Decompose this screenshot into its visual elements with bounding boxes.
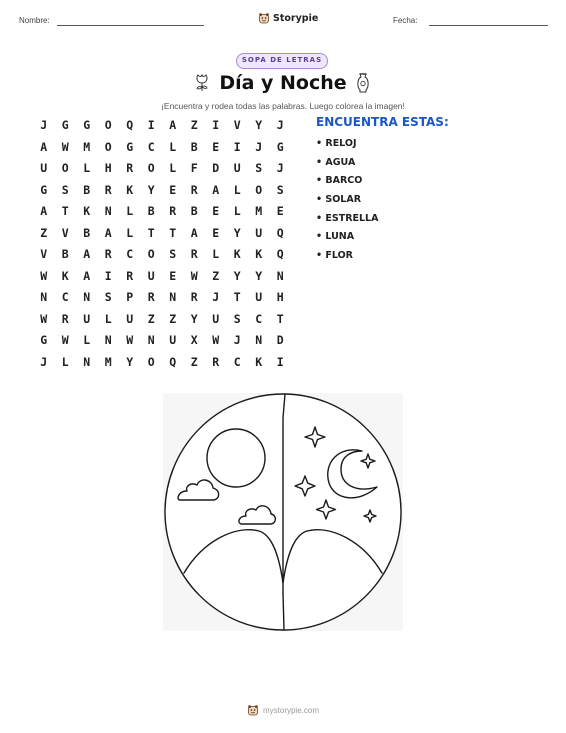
grid-letter[interactable]: R xyxy=(104,182,112,197)
grid-row xyxy=(33,332,291,354)
grid-letter[interactable]: B xyxy=(83,225,91,240)
grid-letter[interactable]: K xyxy=(255,247,263,261)
grid-letter[interactable]: O xyxy=(255,182,263,197)
grid-letter[interactable]: F xyxy=(190,161,198,175)
grid-letter[interactable]: L xyxy=(233,182,241,197)
grid-letter[interactable]: V xyxy=(40,247,48,261)
grid-letter[interactable]: U xyxy=(212,311,220,326)
grid-letter[interactable]: N xyxy=(104,333,112,347)
grid-letter[interactable]: G xyxy=(40,333,48,347)
grid-letter[interactable]: O xyxy=(147,161,155,175)
grid-letter[interactable]: Y xyxy=(233,268,241,283)
grid-letter[interactable]: S xyxy=(169,247,177,261)
word-list-item: • LUNA xyxy=(316,231,355,243)
grid-letter[interactable]: N xyxy=(255,333,263,347)
grid-row xyxy=(33,289,291,311)
name-field-line[interactable] xyxy=(57,25,204,26)
grid-letter[interactable]: M xyxy=(83,139,91,154)
grid-letter[interactable]: N xyxy=(147,333,155,347)
grid-letter[interactable]: W xyxy=(40,311,48,326)
grid-letter[interactable]: B xyxy=(190,204,198,218)
grid-letter[interactable]: U xyxy=(83,311,91,326)
grid-letter[interactable]: I xyxy=(104,268,112,283)
grid-letter[interactable]: N xyxy=(83,354,91,369)
grid-letter[interactable]: B xyxy=(147,204,155,218)
grid-letter[interactable]: T xyxy=(276,311,284,326)
grid-letter[interactable]: C xyxy=(126,247,134,261)
word-list-heading: ENCUENTRA ESTAS: xyxy=(316,115,449,129)
grid-letter[interactable]: G xyxy=(83,118,91,132)
word-list-item: • RELOJ xyxy=(316,138,357,149)
grid-letter[interactable]: J xyxy=(255,139,263,154)
grid-letter[interactable]: R xyxy=(61,311,69,326)
grid-letter[interactable]: Y xyxy=(255,118,263,132)
grid-letter[interactable]: L xyxy=(83,333,91,347)
grid-letter[interactable]: R xyxy=(147,290,155,304)
grid-letter[interactable]: U xyxy=(233,161,241,175)
storypie-mascot-icon xyxy=(247,704,259,716)
grid-letter[interactable]: N xyxy=(40,290,48,304)
grid-letter[interactable]: T xyxy=(233,290,241,304)
grid-letter[interactable]: P xyxy=(126,290,134,304)
grid-letter[interactable]: L xyxy=(61,354,69,369)
grid-letter[interactable]: Q xyxy=(276,225,284,240)
brand-name: Storypie xyxy=(273,12,319,24)
word-list-item: • FLOR xyxy=(316,250,353,262)
grid-row xyxy=(33,160,291,182)
word-search-grid[interactable] xyxy=(33,117,291,375)
grid-letter[interactable]: V xyxy=(233,118,241,132)
grid-letter[interactable]: U xyxy=(147,268,155,283)
grid-letter[interactable]: D xyxy=(212,161,220,175)
grid-letter[interactable]: G xyxy=(61,118,69,132)
grid-letter[interactable]: O xyxy=(61,161,69,175)
grid-letter[interactable]: W xyxy=(126,333,134,347)
grid-letter[interactable]: Q xyxy=(276,247,284,261)
grid-letter[interactable]: Y xyxy=(233,225,241,240)
grid-letter[interactable]: C xyxy=(255,311,263,326)
grid-letter[interactable]: L xyxy=(126,225,134,240)
grid-letter[interactable]: B xyxy=(190,139,198,154)
word-list-item: • BARCO xyxy=(316,175,363,187)
grid-letter[interactable]: U xyxy=(169,333,177,347)
grid-letter[interactable]: H xyxy=(276,290,284,304)
page-title: Día y Noche xyxy=(219,72,347,94)
grid-letter[interactable]: A xyxy=(83,247,91,261)
grid-letter[interactable]: O xyxy=(104,139,112,154)
grid-letter[interactable]: N xyxy=(104,204,112,218)
date-label: Fecha: xyxy=(393,16,418,25)
name-label: Nombre: xyxy=(19,16,50,25)
coloring-picture[interactable] xyxy=(163,393,403,631)
grid-letter[interactable]: W xyxy=(212,333,220,347)
grid-letter[interactable]: R xyxy=(190,247,198,261)
grid-letter[interactable]: T xyxy=(61,204,69,218)
grid-letter[interactable]: E xyxy=(169,182,177,197)
grid-letter[interactable]: U xyxy=(255,290,263,304)
grid-letter[interactable]: T xyxy=(169,225,177,240)
grid-letter[interactable]: O xyxy=(147,354,155,369)
grid-letter[interactable]: W xyxy=(61,139,69,154)
grid-letter[interactable]: W xyxy=(61,333,69,347)
grid-letter[interactable]: L xyxy=(233,204,241,218)
grid-letter[interactable]: E xyxy=(212,204,220,218)
grid-letter[interactable]: R xyxy=(126,161,134,175)
grid-letter[interactable]: J xyxy=(233,333,241,347)
grid-letter[interactable]: G xyxy=(40,182,48,197)
activity-badge: SOPA DE LETRAS xyxy=(236,53,328,69)
grid-letter[interactable]: E xyxy=(276,204,284,218)
grid-letter[interactable]: K xyxy=(255,354,263,369)
grid-letter[interactable]: W xyxy=(190,268,198,283)
grid-letter[interactable]: O xyxy=(147,247,155,261)
grid-letter[interactable]: R xyxy=(169,204,177,218)
grid-letter[interactable]: E xyxy=(169,268,177,283)
date-field-line[interactable] xyxy=(429,25,548,26)
grid-row xyxy=(33,268,291,290)
word-list-item: • SOLAR xyxy=(316,194,362,206)
grid-letter[interactable]: S xyxy=(276,182,284,197)
grid-letter[interactable]: A xyxy=(169,118,177,132)
word-list xyxy=(316,137,378,268)
grid-row xyxy=(33,139,291,161)
sun-shape xyxy=(207,429,265,487)
grid-letter[interactable]: A xyxy=(190,225,198,240)
storypie-mascot-icon xyxy=(258,12,270,24)
grid-row xyxy=(33,203,291,225)
grid-letter[interactable]: Y xyxy=(126,354,134,369)
grid-letter[interactable]: K xyxy=(233,247,241,261)
grid-letter[interactable]: Z xyxy=(190,118,198,132)
grid-letter[interactable]: B xyxy=(83,182,91,197)
grid-letter[interactable]: A xyxy=(83,268,91,283)
footer-url[interactable]: mystorypie.com xyxy=(262,705,319,715)
grid-letter[interactable]: V xyxy=(61,225,69,240)
word-list-item: • AGUA xyxy=(316,156,356,168)
grid-letter[interactable]: I xyxy=(147,118,155,132)
grid-letter[interactable]: Z xyxy=(169,311,177,326)
vase-icon xyxy=(354,72,372,94)
grid-letter[interactable]: I xyxy=(233,139,241,154)
grid-row xyxy=(33,182,291,204)
grid-letter[interactable]: L xyxy=(104,311,112,326)
grid-letter[interactable]: B xyxy=(61,247,69,261)
grid-letter[interactable]: Z xyxy=(190,354,198,369)
grid-letter[interactable]: N xyxy=(83,290,91,304)
grid-letter[interactable]: I xyxy=(276,354,284,369)
grid-letter[interactable]: G xyxy=(126,139,134,154)
grid-letter[interactable]: R xyxy=(104,247,112,261)
grid-letter[interactable]: O xyxy=(104,118,112,132)
grid-letter[interactable]: T xyxy=(147,225,155,240)
grid-letter[interactable]: J xyxy=(40,118,48,132)
grid-letter[interactable]: J xyxy=(276,161,284,175)
grid-row xyxy=(33,354,291,376)
grid-letter[interactable]: R xyxy=(126,268,134,283)
grid-letter[interactable]: A xyxy=(104,225,112,240)
grid-letter[interactable]: D xyxy=(276,333,284,347)
grid-row xyxy=(33,225,291,247)
grid-row xyxy=(33,311,291,333)
grid-letter[interactable]: E xyxy=(212,139,220,154)
grid-letter[interactable]: S xyxy=(255,161,263,175)
grid-letter[interactable]: W xyxy=(40,268,48,283)
grid-letter[interactable]: K xyxy=(83,204,91,218)
grid-letter[interactable]: N xyxy=(169,290,177,304)
grid-letter[interactable]: K xyxy=(126,182,134,197)
grid-letter[interactable]: Z xyxy=(212,268,220,283)
grid-letter[interactable]: Z xyxy=(147,311,155,326)
brand-logo xyxy=(258,12,318,24)
grid-letter[interactable]: E xyxy=(212,225,220,240)
grid-letter[interactable]: L xyxy=(212,247,220,261)
grid-letter[interactable]: U xyxy=(255,225,263,240)
word-list-item: • ESTRELLA xyxy=(316,212,379,224)
grid-letter[interactable]: I xyxy=(212,118,220,132)
grid-letter[interactable]: U xyxy=(40,161,48,175)
grid-row xyxy=(33,246,291,268)
grid-letter[interactable]: R xyxy=(190,290,198,304)
grid-letter[interactable]: X xyxy=(190,333,198,347)
grid-letter[interactable]: M xyxy=(255,204,263,218)
grid-letter[interactable]: C xyxy=(147,139,155,154)
grid-letter[interactable]: Y xyxy=(147,182,155,197)
grid-letter[interactable]: S xyxy=(104,290,112,304)
grid-letter[interactable]: M xyxy=(104,354,112,369)
grid-letter[interactable]: J xyxy=(40,354,48,369)
grid-letter[interactable]: A xyxy=(40,204,48,218)
grid-letter[interactable]: L xyxy=(169,139,177,154)
grid-row xyxy=(33,117,291,139)
day-night-illustration xyxy=(163,393,403,631)
grid-letter[interactable]: S xyxy=(61,182,69,197)
grid-letter[interactable]: A xyxy=(40,139,48,154)
footer xyxy=(0,704,566,716)
grid-letter[interactable]: G xyxy=(276,139,284,154)
grid-letter[interactable]: H xyxy=(104,161,112,175)
grid-letter[interactable]: L xyxy=(126,204,134,218)
grid-letter[interactable]: R xyxy=(212,354,220,369)
grid-letter[interactable]: A xyxy=(212,182,220,197)
grid-letter[interactable]: L xyxy=(83,161,91,175)
grid-letter[interactable]: K xyxy=(61,268,69,283)
grid-letter[interactable]: Q xyxy=(169,354,177,369)
grid-letter[interactable]: Y xyxy=(255,268,263,283)
grid-letter[interactable]: U xyxy=(126,311,134,326)
grid-letter[interactable]: C xyxy=(61,290,69,304)
grid-letter[interactable]: S xyxy=(233,311,241,326)
grid-letter[interactable]: C xyxy=(233,354,241,369)
grid-letter[interactable]: Y xyxy=(190,311,198,326)
instructions: ¡Encuentra y rodea todas las palabras. Luego colorea la imagen! xyxy=(161,101,405,111)
grid-letter[interactable]: N xyxy=(276,268,284,283)
grid-letter[interactable]: Z xyxy=(40,225,48,240)
grid-letter[interactable]: Q xyxy=(126,118,134,132)
grid-letter[interactable]: J xyxy=(276,118,284,132)
grid-letter[interactable]: L xyxy=(169,161,177,175)
grid-letter[interactable]: J xyxy=(212,290,220,304)
grid-letter[interactable]: R xyxy=(190,182,198,197)
